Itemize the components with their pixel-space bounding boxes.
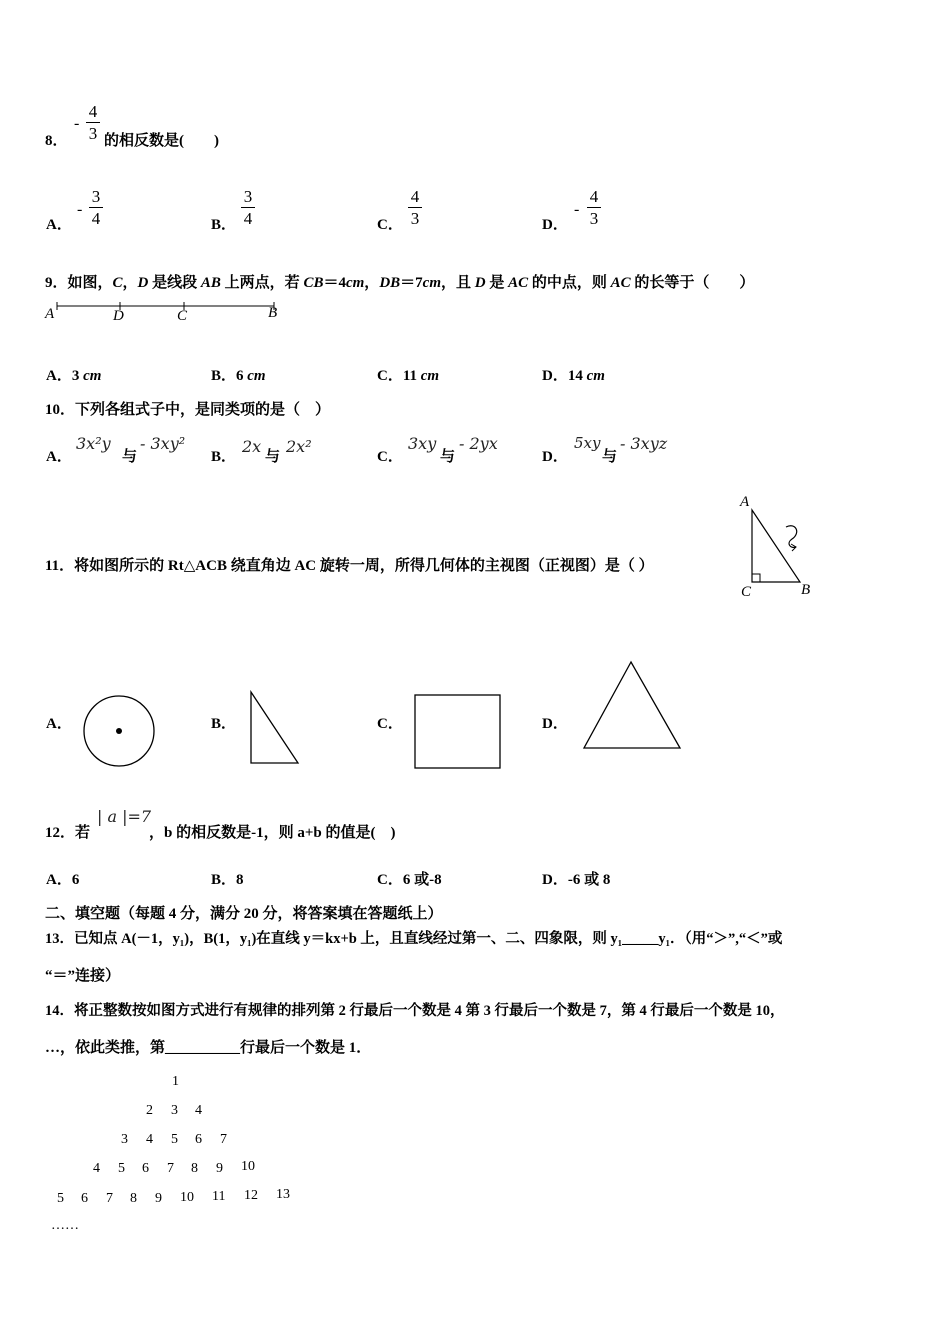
q13-line-1: 13．已知点 A(－1，y₁)，B(1，y₁)在直线 y＝kx+b 上，且直线经过第一、二、四象限，则 y₁_____y₁．（用“＞”,“＜”或 bbox=[45, 931, 783, 947]
section-2-title: 二、填空题（每题 4 分，满分 20 分，将答案填在答题纸上） bbox=[45, 906, 443, 922]
number-cell: 6 bbox=[142, 1161, 149, 1176]
number-cell: 1 bbox=[172, 1074, 179, 1089]
number-cell: 6 bbox=[195, 1132, 202, 1147]
q11-label-a: A bbox=[740, 494, 750, 510]
q8-text: 的相反数是( ) bbox=[104, 133, 219, 149]
q9-text: 9．如图，C，D 是线段 AB 上两点，若 CB＝4cm，DB＝7cm，且 D 是 AC 的中点，则 AC 的长等于（ ） bbox=[45, 275, 755, 291]
q12-option-a[interactable]: A．6 bbox=[46, 872, 80, 888]
q12-option-d[interactable]: D．-6 或 8 bbox=[542, 872, 611, 888]
number-cell: 7 bbox=[106, 1191, 113, 1206]
q9-label-c: C bbox=[177, 308, 188, 324]
q9-label-b: B bbox=[268, 305, 278, 321]
number-cell: 9 bbox=[155, 1191, 162, 1206]
number-cell: 5 bbox=[118, 1161, 125, 1176]
number-cell: 8 bbox=[191, 1161, 198, 1176]
q12-option-c[interactable]: C．6 或-8 bbox=[377, 872, 442, 888]
number-cell: 13 bbox=[276, 1187, 290, 1202]
number-cell: 11 bbox=[212, 1189, 226, 1204]
number-cell: 12 bbox=[244, 1188, 258, 1203]
number-cell: 7 bbox=[220, 1132, 227, 1147]
q14-line-1: 14．将正整数按如图方式进行有规律的排列第 2 行最后一个数是 4 第 3 行最后一个数是 7，第 4 行最后一个数是 10， bbox=[45, 1003, 785, 1019]
number-cell: 4 bbox=[195, 1103, 202, 1118]
number-cell: 4 bbox=[146, 1132, 153, 1147]
q8-number: 8． bbox=[45, 133, 68, 149]
q12-suffix: ，b 的相反数是-1，则 a+b 的值是( ) bbox=[149, 825, 396, 841]
q14-line-2: …，依此类推，第__________行最后一个数是 1． bbox=[45, 1040, 372, 1056]
q12-prefix: 12．若 bbox=[45, 825, 91, 841]
q8-expr-fraction: 4 3 bbox=[86, 103, 100, 142]
q12-option-b[interactable]: B．8 bbox=[211, 872, 244, 888]
q11-label-b: B bbox=[801, 582, 811, 598]
number-cell: 5 bbox=[171, 1132, 178, 1147]
q9-option-a[interactable]: A．3 cm bbox=[46, 368, 102, 384]
number-cell: 10 bbox=[180, 1190, 194, 1205]
number-cell: 10 bbox=[241, 1159, 255, 1174]
q9-label-a: A bbox=[45, 306, 55, 322]
number-cell: 7 bbox=[167, 1161, 174, 1176]
number-cell: 8 bbox=[130, 1191, 137, 1206]
number-cell: 4 bbox=[93, 1161, 100, 1176]
number-cell: 6 bbox=[81, 1191, 88, 1206]
q11-label-c: C bbox=[741, 584, 752, 600]
q9-option-c[interactable]: C．11 cm bbox=[377, 368, 440, 384]
number-cell: 5 bbox=[57, 1191, 64, 1206]
q8-expr-sign: - bbox=[74, 115, 80, 132]
q9-label-d: D bbox=[113, 308, 124, 324]
q11-text: 11．将如图所示的 Rt△ACB 绕直角边 AC 旋转一周，所得几何体的主视图（正视图）是（ ） bbox=[45, 558, 654, 574]
q12-abs-expression: | a |=7 bbox=[97, 807, 152, 826]
number-cell: 9 bbox=[216, 1161, 223, 1176]
q9-option-d[interactable]: D．14 cm bbox=[542, 368, 605, 384]
number-cell: 3 bbox=[171, 1103, 178, 1118]
number-cell: 3 bbox=[121, 1132, 128, 1147]
q13-line-2: “＝”连接） bbox=[45, 968, 121, 984]
q10-text: 10．下列各组式子中，是同类项的是（ ） bbox=[45, 402, 331, 418]
q9-option-b[interactable]: B．6 cm bbox=[211, 368, 266, 384]
ellipsis: …… bbox=[51, 1218, 79, 1233]
number-cell: 2 bbox=[146, 1103, 153, 1118]
